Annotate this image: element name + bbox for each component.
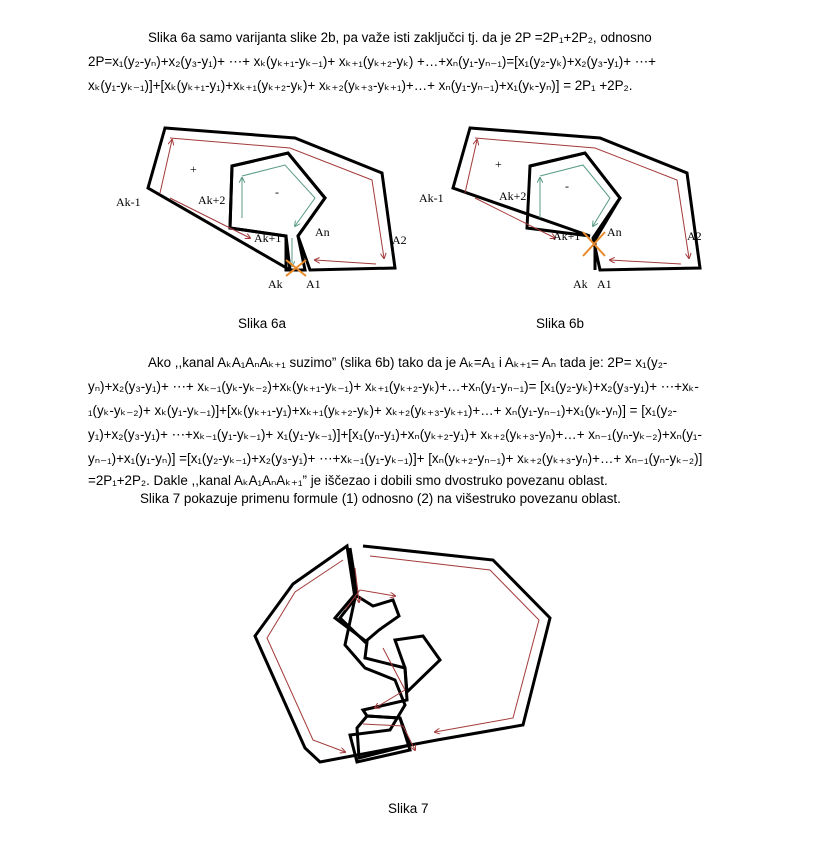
minus-label: -	[565, 179, 569, 193]
label-an: An	[315, 225, 330, 239]
caption-6b: Slika 6b	[536, 316, 585, 331]
label-a1: A1	[306, 277, 321, 291]
label-ak-2: Ak+2	[198, 193, 226, 207]
figure-6a	[110, 118, 407, 300]
paragraph-1-line-2: 2P=x₁(y₂-yₙ)+x₂(y₃-y₁)+ ⋯+ xₖ(yₖ₊₁-yₖ₋₁)+ xₖ₊₁(yₖ₊₂-yₖ) +…+xₙ(y₁-yₙ₋₁)=[x₁(y₂-yₖ)+x₂(y₃-y₁)+ ⋯+	[88, 54, 656, 69]
label-a2: A2	[687, 229, 702, 243]
plus-label: +	[190, 162, 197, 176]
paragraph-2-line-4: y₁)+x₂(y₃-y₁)+ ⋯+xₖ₋₁(y₁-yₖ₋₁)+ x₁(y₁-yₖ₋₁)]+[x₁(yₙ-y₁)+xₙ(yₖ₊₂-y₁)+ xₖ₊₂(yₖ₊₃-yₙ)+…+ xₙ₋₁(yₙ-yₖ₋₂)+xₙ(y₁-	[88, 427, 702, 442]
label-ak: Ak	[573, 277, 588, 291]
figure-6b	[415, 118, 715, 300]
paragraph-1-line-3: xₖ(y₁-yₖ₋₁)]+[xₖ(yₖ₊₁-y₁)+xₖ₊₁(yₖ₊₂-yₖ)+ xₖ₊₂(yₖ₊₃-yₖ₊₁)+…+ xₙ(y₁-yₙ₋₁)+x₁(yₖ-yₙ)] = 2P₁ +2P₂.	[88, 78, 633, 93]
figure-7	[255, 540, 565, 775]
paragraph-2-line-1: Ako ,,kanal AₖA₁AₙAₖ₊₁ suzimo” (slika 6b) tako da je Aₖ=A₁ i Aₖ₊₁= Aₙ tada je: 2P= x₁(y₂-	[148, 355, 668, 370]
label-an: An	[607, 225, 622, 239]
plus-label: +	[495, 157, 502, 171]
label-ak-plus-1: Ak+1	[553, 229, 581, 243]
caption-7: Slika 7	[388, 801, 429, 816]
label-ak: Ak	[268, 277, 283, 291]
label-ak-1: Ak-1	[116, 195, 141, 209]
label-a2: A2	[392, 233, 407, 247]
paragraph-2-line-2: yₙ)+x₂(y₃-y₁)+ ⋯+ xₖ₋₁(yₖ-yₖ₋₂)+xₖ(yₖ₊₁-yₖ₋₁)+ xₖ₊₁(yₖ₊₂-yₖ)+…+xₙ(y₁-yₙ₋₁)= [x₁(y₂-yₖ)+x₂(y₃-y₁)+ ⋯+xₖ-	[88, 379, 699, 394]
label-ak-2: Ak+2	[499, 189, 527, 203]
label-a1: A1	[597, 277, 612, 291]
label-ak-1: Ak-1	[419, 191, 444, 205]
caption-6a: Slika 6a	[238, 316, 287, 331]
paragraph-2-line-5: yₙ₋₁)+x₁(y₁-yₙ)] =[x₁(y₂-yₖ₋₁)+x₂(y₃-y₁)+ ⋯+xₖ₋₁(y₁-yₖ₋₁)]+ [xₙ(yₖ₊₂-yₙ₋₁)+ xₖ₊₂(yₖ₊₃-yₙ)+…+ xₙ₋₁(yₙ-yₖ₋₂)]	[88, 451, 703, 466]
label-ak-plus-1: Ak+1	[254, 231, 282, 245]
paragraph-1-line-1: Slika 6a samo varijanta slike 2b, pa važe isti zaključci tj. da je 2P =2P₁+2P₂, odnosno	[148, 30, 652, 45]
minus-label: -	[275, 185, 279, 199]
paragraph-3: Slika 7 pokazuje primenu formule (1) odnosno (2) na višestruko povezanu oblast.	[140, 491, 621, 506]
paragraph-2-line-3: ₁(yₖ-yₖ₋₂)+ xₖ(y₁-yₖ₋₁)]+[xₖ(yₖ₊₁-y₁)+xₖ₊₁(yₖ₊₂-yₖ)+ xₖ₊₂(yₖ₊₃-yₖ₊₁)+…+ xₙ(y₁-yₙ₋₁)+x₁(yₖ-yₙ)] = [x₁(y₂-	[88, 403, 677, 418]
paragraph-2-line-6: =2P₁+2P₂. Dakle ,,kanal AₖA₁AₙAₖ₊₁” je iščezao i dobili smo dvostruko povezanu oblast.	[88, 473, 608, 488]
